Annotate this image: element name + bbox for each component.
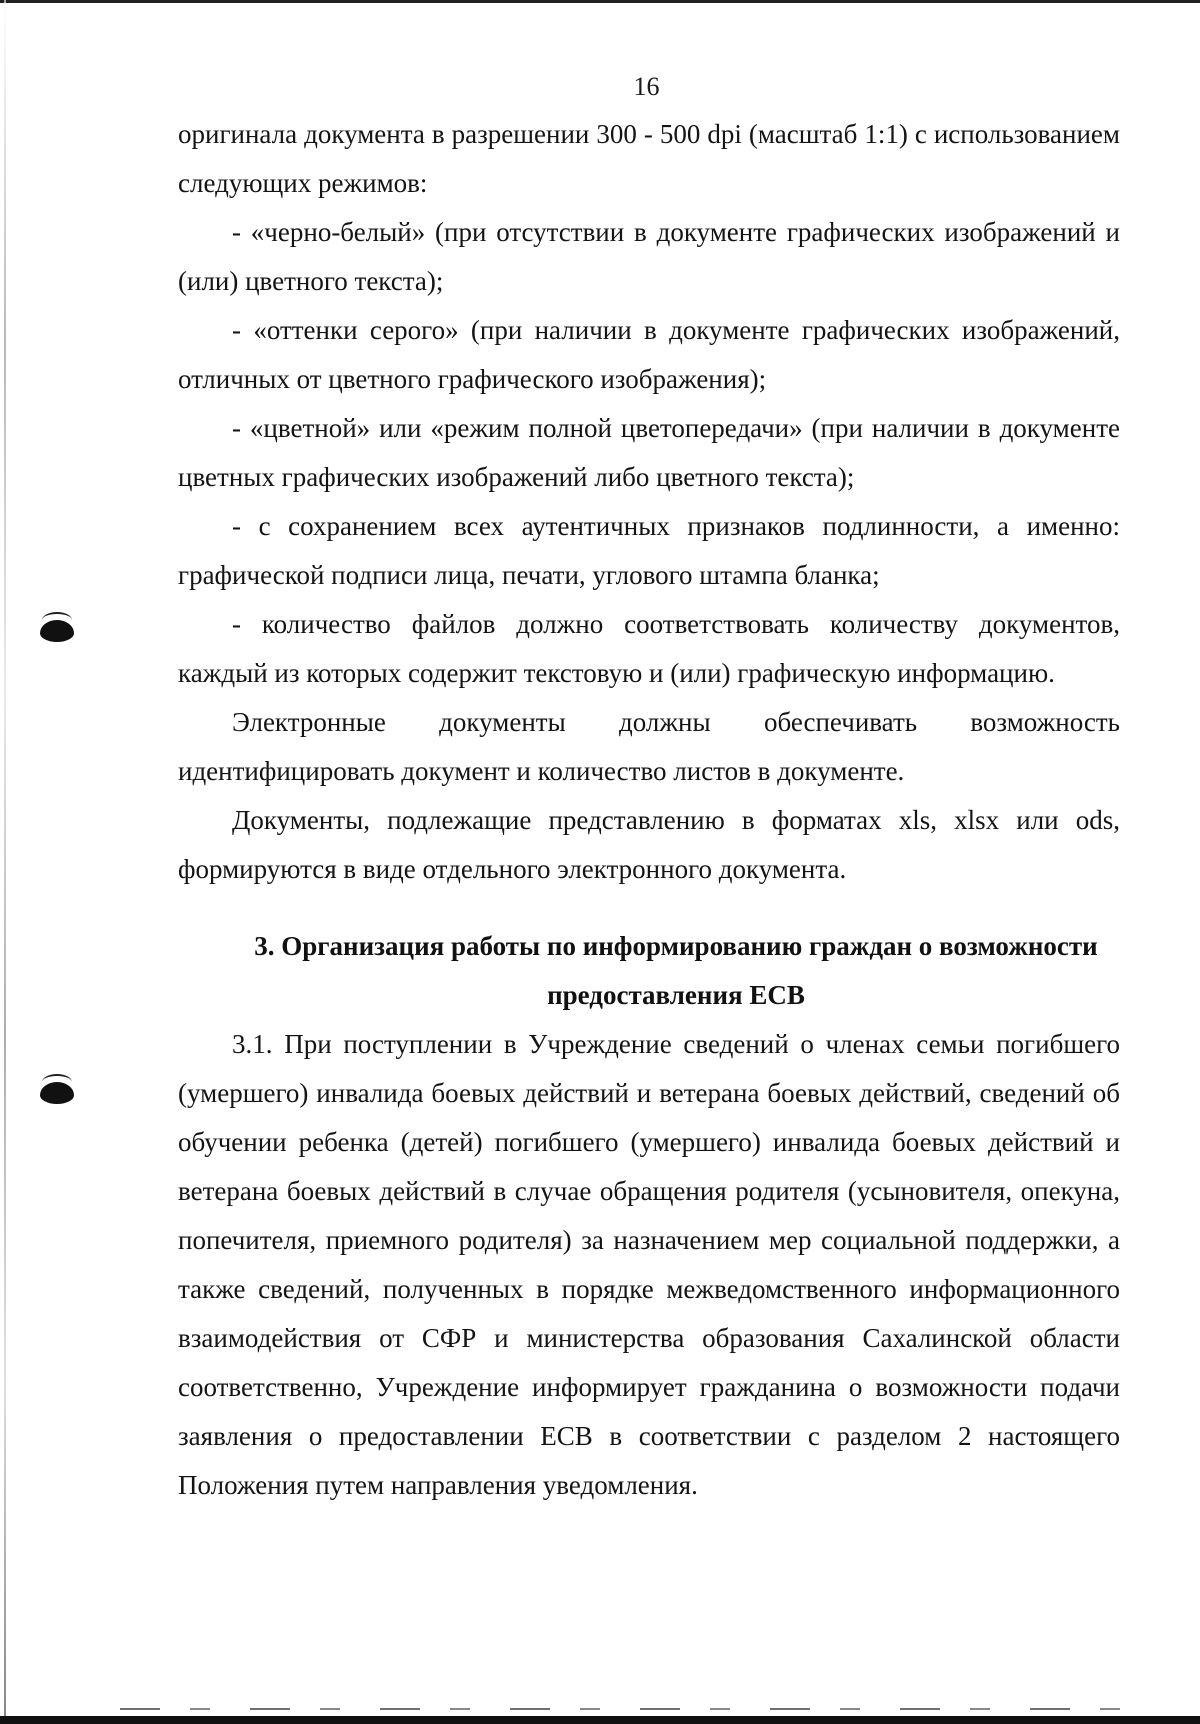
document-body: [178, 110, 1120, 1510]
paragraph: Документы, подлежащие представлению в форматах xls, xlsx или ods, формируются в виде отдельного электронного документа.: [178, 805, 1120, 884]
paragraph: - «черно-белый» (при отсутствии в документе графических изображений и (или) цветного текста);: [178, 217, 1120, 296]
paragraph: - «цветной» или «режим полной цветопередачи» (при наличии в документе цветных графических изображений либо цветного текста);: [178, 413, 1120, 492]
paragraph: оригинала документа в разрешении 300 - 500 dpi (масштаб 1:1) с использованием следующих режимов:: [178, 119, 1120, 198]
scan-bottom-dashes: [120, 1708, 1120, 1710]
section-heading: 3. Организация работы по информированию граждан о возможности предоставления ЕСВ: [254, 931, 1098, 1010]
page-number: 16: [633, 72, 660, 101]
scan-top-edge: [0, 0, 1200, 3]
punch-hole-icon: [40, 1082, 74, 1104]
scan-left-edge: [4, 0, 6, 1724]
section-paragraph: 3.1. При поступлении в Учреждение сведений о членах семьи погибшего (умершего) инвалида боевых действий и ветерана боевых действий, сведений об обучении ребенка (детей) погибшего (умершего) инвалида боевых действий и ветерана боевых действий в случае обращения родителя (усыновителя, опекуна, попечителя, приемного родителя) за назначением мер социальной поддержки, а также сведений, полученных в порядке межведомственного информационного взаимодействия от СФР и министерства образования Сахалинской области соответственно, Учреждение информирует гражданина о возможности подачи заявления о предоставлении ЕСВ в соответствии с разделом 2 настоящего Положения путем направления уведомления.: [178, 1029, 1120, 1500]
paragraph: - количество файлов должно соответствовать количеству документов, каждый из которых содержит текстовую и (или) графическую информацию.: [178, 609, 1120, 688]
punch-hole-icon: [40, 620, 74, 642]
paragraph: - «оттенки серого» (при наличии в документе графических изображений, отличных от цветного графического изображения);: [178, 315, 1120, 394]
paragraph: - с сохранением всех аутентичных признаков подлинности, а именно: графической подписи лица, печати, углового штампа бланка;: [178, 511, 1120, 590]
paragraph: Электронные документы должны обеспечивать возможность идентифицировать документ и количество листов в документе.: [178, 707, 1120, 786]
scan-bottom-edge: [0, 1716, 1200, 1724]
